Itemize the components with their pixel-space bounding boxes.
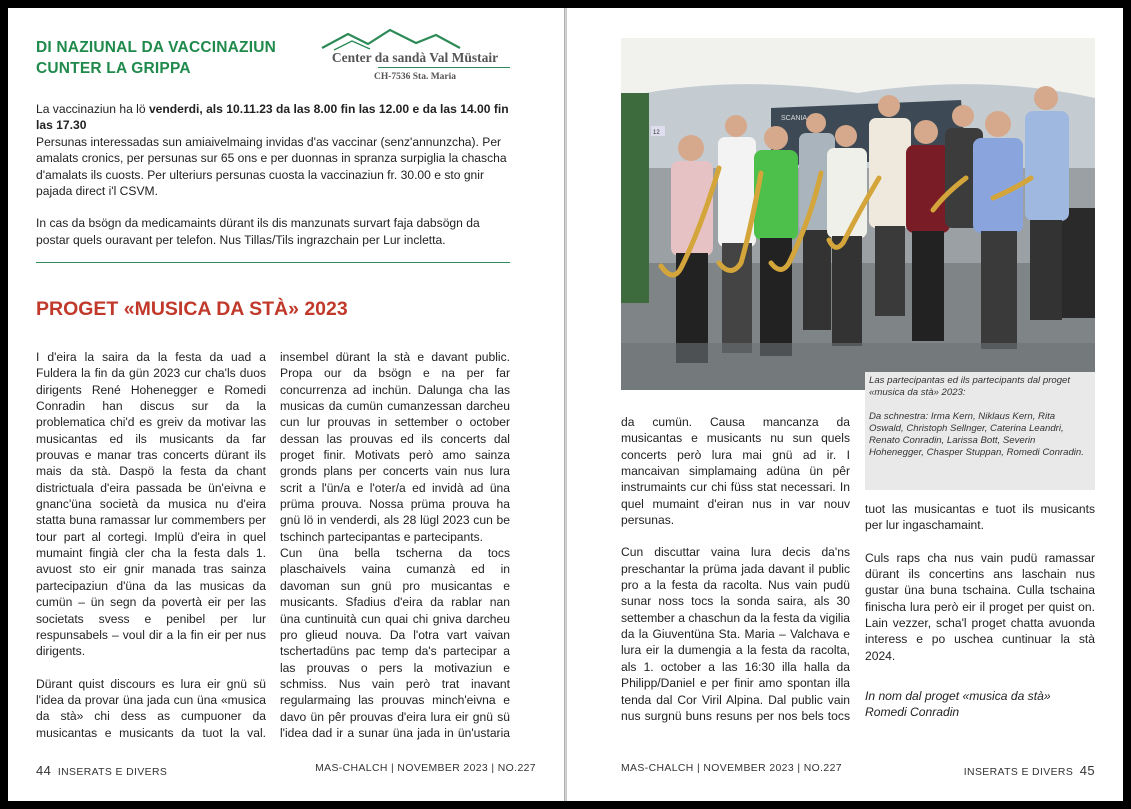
logo-name: Center da sandà Val Müstair — [331, 50, 499, 65]
vaccination-heading: DI NAZIUNAL DA VACCINAZIUN CUNTER LA GRIPPA — [36, 39, 276, 77]
article-column-1 — [36, 349, 266, 743]
vaccination-intro: La vaccinaziun ha lö — [36, 102, 149, 116]
section-divider — [36, 262, 510, 263]
paragraph: Dürant quist discours es lura eir gnü sü l'idea da provar üna jada cun üna «musica da stà» chi dess as cumpuoner da musicantas e musicants da tuot la val. — [36, 676, 266, 740]
footer-right — [964, 763, 1095, 778]
paragraph: da cumün. Causa mancanza da musicantas e musicants nu sun quels concerts però lura mai gnü ad ir. I mancaivan simplamaing adüna ün pêr instrumaints cur chi füss stat necessari. In quel mumaint d'eiran nus in var nouv persunas. — [621, 415, 850, 528]
logo-address: CH-7536 Sta. Maria — [373, 72, 457, 82]
vaccination-dates: venderdi, als 10.11.23 da las 8.00 fin las 12.00 e da las 14.00 fin las 17.30 — [36, 102, 509, 133]
caption-title: Las partecipantas ed ils partecipants dal proget «musica da stà» 2023: — [869, 375, 1071, 399]
health-center-logo — [320, 28, 510, 90]
page-number: 44 — [36, 763, 52, 778]
signature — [865, 688, 1095, 721]
signature-line-1: In nom dal proget «musica da stà» — [865, 689, 1051, 703]
footer-section: INSERATS E DIVERS — [963, 767, 1074, 778]
footer-section: INSERATS E DIVERS — [57, 767, 168, 778]
page-number: 45 — [1079, 763, 1095, 778]
band-photo — [621, 38, 1095, 390]
article-column-3 — [621, 414, 850, 724]
vaccination-details: Persunas interessadas sun amiaivelmaing invidas d'as vaccinar (senz'annunzcha). Per amalats cronics, per persunas sur 65 ons e per duonnas in spranza surpiglia la chascha d'amalats ils cuosts. Per ulteriurs persunas cuosta la vaccinaziun fr. 30.00 e sto gnir pajada direct i'l CSVM. — [36, 134, 507, 199]
paragraph: Cun discuttar vaina lura decis da'ns preschantar la prüma jada davant il public pro a la festa da racolta. Nus vain pudü sunar noss tocs la sonda saira, als 30 settember a chaschun da la festa da vigilia da la Giuventüna Sta. Maria – Valchava e lura eir la dumengia a la festa da racolta, als 1. october a las 16:30 illa halla da Philipp/Daniel e per finir amo spontan illa tenda dal Cor Viril Alpina. Dal public vain nus surgnü buns resuns per nos bels tocs — [621, 545, 850, 723]
article-title: PROGET «MUSICA DA STÀ» 2023 — [36, 298, 348, 320]
mountain-logo-icon — [320, 28, 510, 52]
article-column-2 — [280, 349, 510, 743]
vaccination-text — [36, 101, 510, 248]
right-page — [567, 8, 1123, 801]
signature-line-2: Romedi Conradin — [865, 705, 960, 720]
paragraph: Culs raps cha nus vain pudü ramassar dürant ils concertins ans laschain nus gustar üna buna tschaina. Culla tschaina finischa lura però eir il proget per quist on. Lain vezzer, scha'l proget chatta avuonda interess e po uschea cuntinuar la stà 2024. — [865, 550, 1095, 663]
paragraph: Cun üna bella tscherna da tocs plaschaivels vaina cumanzà ed in davoman sun gnü pro musicantas e musicants. Sfadius d'eira da rablar nan üna cuntinuità cun quai chi gniva darcheu pro glieud nouva. Da l'otra vart vaivan tschertadüns pac temp da's partecipar a las prouvas o pers la motivaziun e schmiss. Nus vain però trat inavant regularmaing las prouvas minch'eivna e davo ün pêr prouvas d'eira lura eir gnü sü l'idea dad ir a sunar üna jada in ün'ustaria — [280, 546, 510, 740]
vaccination-paragraph-1 — [36, 101, 510, 199]
band-photo-image — [621, 38, 1095, 390]
left-page — [8, 8, 564, 801]
photo-sign-text: SCANIA — [781, 115, 808, 122]
paragraph: insembel dürant la stà e davant public. Propa our da bsögn e na per far concurrenza ad inchün. Dalunga cha las musicas da cumün cumanzessan darcheu cun lur prouvas in settember o october dessan las prouvas ed ils concerts dal proget finir. Motivats però amo sainza gronds plans per concerts vain nus lura scrit a l'ün/a e l'oter/a ed invidà ad üna prüma prouva. Nossa prüma prouva ha gnü lö in venderdi, als 28 lügl 2023 cun be tschinch partecipantas e partecipants. — [280, 350, 510, 544]
vaccination-paragraph-2: In cas da bsögn da medicamaints dürant ils dis manzunats survart faja dabsögn da postar quels ouravant per telefon. Nus Tillas/Tils ingrazchain per Lur incletta. — [36, 216, 480, 247]
footer-issue: MAS-CHALCH | NOVEMBER 2023 | NO.227 — [315, 763, 536, 774]
photo-number-text: 12 — [653, 130, 660, 136]
caption-names: Da schnestra: Irma Kern, Niklaus Kern, Rita Oswald, Christoph Sellnger, Caterina Leandri, Renato Conradin, Larissa Bott, Severin Hohenegger, Chasper Stuppan, Romedi Conradin. — [869, 410, 1084, 459]
footer-left — [36, 763, 167, 778]
logo-divider — [378, 67, 510, 68]
footer-issue: MAS-CHALCH | NOVEMBER 2023 | NO.227 — [621, 763, 842, 774]
paragraph: I d'eira la saira da la festa da uad a Fuldera la fin da gün 2023 cur cha'ls duos dirigents René Hohenegger e Romedi Conradin han discus sur da la problematica chi'd es greiv da motivar las musicantas ed ils musicants da far prouvas e manar tras concerts dürant ils mais da stà. Daspö la festa da chant districtuala d'eira passada be ün'eivna e gnanc'üna società da musica nu d'eira statta buna ramassar lur commembers per tour part al cortegi. Implü d'eira in quel mumaint fingià cler cha la festa dals 1. avuost sto eir gnir manada tras sainza partecipaziun d'üna da las musicas da cumün – ün segn da povertà eir per las societats svess e penibel per lur respunsabels – voul dir a la fin eir per nus dirigents. — [36, 350, 266, 659]
paragraph: tuot las musicantas e tuot ils musicants per lur ingaschamaint. — [865, 502, 1095, 533]
photo-caption — [865, 372, 1095, 490]
